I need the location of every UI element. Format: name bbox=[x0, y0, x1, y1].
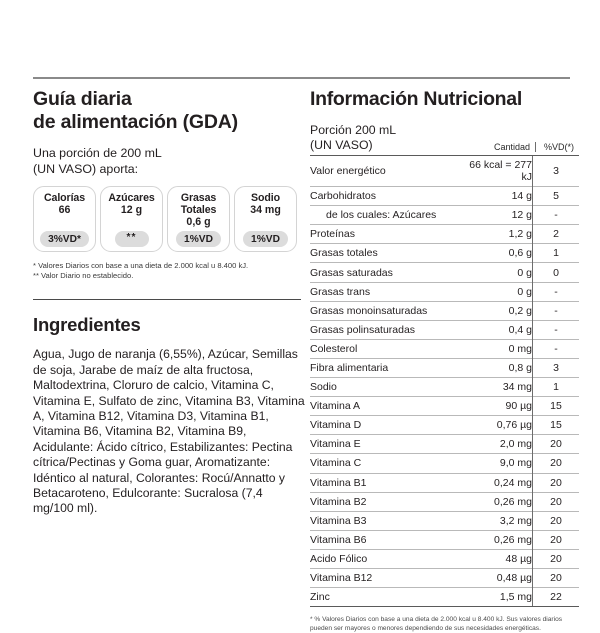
table-row bbox=[310, 301, 579, 320]
gda-box-dv-badge: 3%VD* bbox=[40, 231, 89, 247]
nutrient-daily-value: 20 bbox=[533, 435, 580, 454]
nutrient-name: Grasas totales bbox=[310, 244, 460, 263]
table-row bbox=[310, 378, 579, 397]
gda-box-label: Azúcares bbox=[108, 192, 155, 204]
nutrition-table-header bbox=[310, 123, 582, 153]
table-row bbox=[310, 435, 579, 454]
table-row bbox=[310, 588, 579, 607]
table-row bbox=[310, 397, 579, 416]
table-row bbox=[310, 225, 579, 244]
nutrition-table-body bbox=[310, 156, 579, 607]
nutrient-name: Vitamina C bbox=[310, 454, 460, 473]
nutrient-amount: 0 mg bbox=[460, 339, 533, 358]
nutrient-amount: 0 g bbox=[460, 263, 533, 282]
nutrient-amount: 90 µg bbox=[460, 397, 533, 416]
gda-serving-note bbox=[33, 146, 305, 177]
ingredients-text: Agua, Jugo de naranja (6,55%), Azúcar, Semillas de soja, Jarabe de maíz de alta fructosa, Maltodextrina, Cloruro de calcio, Vitamina C, Vitamina E, Sulfato de zinc, Vitamina B3, Vitamina A, Vitamina B12, Vitamina D3, Vitamina B1, Vitamina B6, Vitamina B2, Vitamina B9, Acidulante: Ácido cítrico, Estabilizantes: Pectina cítrica/Pectinas y Goma guar, Aromatizante: Idéntico al natural, Colorantes: Rocú/Annatto y Betacaroteno, Edulcorante: Sucralosa (7,4 mg/100 ml). bbox=[33, 347, 305, 516]
nutrient-daily-value: 1 bbox=[533, 378, 580, 397]
nutrient-amount: 14 g bbox=[460, 187, 533, 206]
gda-title-line2: de alimentación (GDA) bbox=[33, 111, 238, 133]
ingredients-divider bbox=[33, 299, 301, 301]
nutrient-daily-value: 2 bbox=[533, 225, 580, 244]
nutrition-title: Información Nutricional bbox=[310, 88, 522, 110]
table-row bbox=[310, 416, 579, 435]
nutrient-daily-value: 20 bbox=[533, 511, 580, 530]
nutrient-daily-value: 0 bbox=[533, 263, 580, 282]
gda-serving-line2: (UN VASO) aporta: bbox=[33, 161, 139, 176]
gda-box-grasas-totales bbox=[167, 186, 230, 252]
table-row bbox=[310, 156, 579, 187]
nutrient-daily-value: 3 bbox=[533, 358, 580, 377]
gda-box-azucares bbox=[100, 186, 163, 252]
nutrient-amount: 0,2 g bbox=[460, 301, 533, 320]
gda-box-value: 12 g bbox=[120, 204, 143, 217]
nutrient-name: Acido Fólico bbox=[310, 549, 460, 568]
nutrient-daily-value: 15 bbox=[533, 397, 580, 416]
gda-title-line1: Guía diaria bbox=[33, 88, 132, 110]
nutrient-amount: 2,0 mg bbox=[460, 435, 533, 454]
nutrient-name: Proteínas bbox=[310, 225, 460, 244]
gda-box-dv-badge: 1%VD bbox=[176, 231, 221, 247]
nutrient-name: Vitamina B12 bbox=[310, 568, 460, 587]
table-row bbox=[310, 549, 579, 568]
nutrient-name: Carbohidratos bbox=[310, 187, 460, 206]
nutrition-column bbox=[310, 0, 582, 633]
nutrient-daily-value: - bbox=[533, 320, 580, 339]
nutrition-table bbox=[310, 155, 579, 607]
table-row bbox=[310, 187, 579, 206]
gda-box-group bbox=[33, 186, 305, 252]
nutrient-daily-value: 20 bbox=[533, 530, 580, 549]
nutrient-daily-value: 22 bbox=[533, 588, 580, 607]
nutrient-amount: 0,26 mg bbox=[460, 492, 533, 511]
table-row bbox=[310, 511, 579, 530]
table-row bbox=[310, 282, 579, 301]
nutrient-amount: 1,5 mg bbox=[460, 588, 533, 607]
nutrient-amount: 9,0 mg bbox=[460, 454, 533, 473]
gda-box-label-line1: Grasas bbox=[180, 192, 217, 204]
table-row bbox=[310, 320, 579, 339]
nutrient-name: Grasas saturadas bbox=[310, 263, 460, 282]
table-row bbox=[310, 492, 579, 511]
nutrient-daily-value: - bbox=[533, 339, 580, 358]
gda-box-label: Sodio bbox=[251, 192, 280, 204]
nutrient-daily-value: 5 bbox=[533, 187, 580, 206]
nutrient-name: Vitamina B6 bbox=[310, 530, 460, 549]
table-row bbox=[310, 454, 579, 473]
gda-box-value: 34 mg bbox=[250, 204, 281, 217]
nutrient-name: Vitamina B2 bbox=[310, 492, 460, 511]
nutrient-amount: 0 g bbox=[460, 282, 533, 301]
gda-box-label-line2: Totales bbox=[180, 204, 217, 217]
nutrient-name: Grasas monoinsaturadas bbox=[310, 301, 460, 320]
nutrient-amount: 1,2 g bbox=[460, 225, 533, 244]
nutrient-amount: 48 µg bbox=[460, 549, 533, 568]
nutrient-name: Fibra alimentaria bbox=[310, 358, 460, 377]
nutrient-amount: 0,4 g bbox=[460, 320, 533, 339]
portion-line2: (UN VASO) bbox=[310, 138, 373, 152]
gda-footnote-1: * Valores Diarios con base a una dieta de 2.000 kcal u 8.400 kJ. bbox=[33, 261, 249, 270]
nutrient-name: Zinc bbox=[310, 588, 460, 607]
nutrient-amount: 0,8 g bbox=[460, 358, 533, 377]
gda-box-dv-badge: ** bbox=[115, 231, 149, 247]
nutrient-name: Grasas polinsaturadas bbox=[310, 320, 460, 339]
gda-box-label: Calorías bbox=[43, 192, 85, 204]
nutrient-name: Vitamina D bbox=[310, 416, 460, 435]
nutrient-amount: 12 g bbox=[460, 206, 533, 225]
nutrient-name: Vitamina B3 bbox=[310, 511, 460, 530]
nutrient-daily-value: 20 bbox=[533, 473, 580, 492]
nutrient-amount: 0,76 µg bbox=[460, 416, 533, 435]
nutrient-amount: 0,48 µg bbox=[460, 568, 533, 587]
gda-footnotes bbox=[33, 261, 305, 282]
portion-line1: Porción 200 mL bbox=[310, 123, 397, 137]
header-daily-value: %VD(*) bbox=[535, 142, 582, 152]
table-row bbox=[310, 473, 579, 492]
ingredients-title: Ingredientes bbox=[33, 314, 141, 336]
table-row bbox=[310, 206, 579, 225]
nutrient-daily-value: 15 bbox=[533, 416, 580, 435]
table-row bbox=[310, 244, 579, 263]
table-row bbox=[310, 568, 579, 587]
nutrient-daily-value: - bbox=[533, 282, 580, 301]
nutrient-daily-value: 1 bbox=[533, 244, 580, 263]
gda-box-calorias bbox=[33, 186, 96, 252]
nutrient-daily-value: - bbox=[533, 301, 580, 320]
gda-box-value: 66 bbox=[58, 204, 71, 217]
portion-label bbox=[310, 123, 396, 153]
nutrient-name: Sodio bbox=[310, 378, 460, 397]
table-row bbox=[310, 358, 579, 377]
nutrient-amount: 3,2 mg bbox=[460, 511, 533, 530]
table-row bbox=[310, 339, 579, 358]
nutrient-daily-value: 20 bbox=[533, 454, 580, 473]
gda-box-sodio bbox=[234, 186, 297, 252]
gda-serving-line1: Una porción de 200 mL bbox=[33, 146, 162, 160]
nutrient-name: Vitamina E bbox=[310, 435, 460, 454]
nutrient-amount: 34 mg bbox=[460, 378, 533, 397]
gda-footnote-2: ** Valor Diario no establecido. bbox=[33, 271, 134, 281]
nutrition-column-headers bbox=[458, 142, 582, 153]
nutrient-name: Colesterol bbox=[310, 339, 460, 358]
table-row bbox=[310, 530, 579, 549]
nutrient-daily-value: 3 bbox=[533, 156, 580, 187]
nutrient-amount: 66 kcal = 277 kJ bbox=[460, 156, 533, 187]
nutrient-name: Valor energético bbox=[310, 156, 460, 187]
nutrient-amount: 0,24 mg bbox=[460, 473, 533, 492]
gda-box-dv-badge: 1%VD bbox=[243, 231, 288, 247]
nutrient-daily-value: 20 bbox=[533, 568, 580, 587]
gda-title bbox=[33, 88, 305, 134]
table-row bbox=[310, 263, 579, 282]
nutrition-footnote: * % Valores Diarios con base a una dieta de 2.000 kcal u 8.400 kJ. Sus valores diarios pueden ser mayores o menores dependiendo de sus necesidades energéticas. bbox=[310, 616, 563, 632]
nutrient-amount: 0,26 mg bbox=[460, 530, 533, 549]
nutrient-name: Grasas trans bbox=[310, 282, 460, 301]
nutrient-name: Vitamina A bbox=[310, 397, 460, 416]
nutrient-name: de los cuales: Azúcares bbox=[310, 206, 460, 225]
nutrient-daily-value: - bbox=[533, 206, 580, 225]
gda-box-value: 0,6 g bbox=[186, 216, 211, 229]
header-amount: Cantidad bbox=[493, 142, 530, 152]
nutrient-daily-value: 20 bbox=[533, 492, 580, 511]
nutrient-daily-value: 20 bbox=[533, 549, 580, 568]
nutrient-amount: 0,6 g bbox=[460, 244, 533, 263]
nutrient-name: Vitamina B1 bbox=[310, 473, 460, 492]
gda-column bbox=[33, 0, 305, 633]
